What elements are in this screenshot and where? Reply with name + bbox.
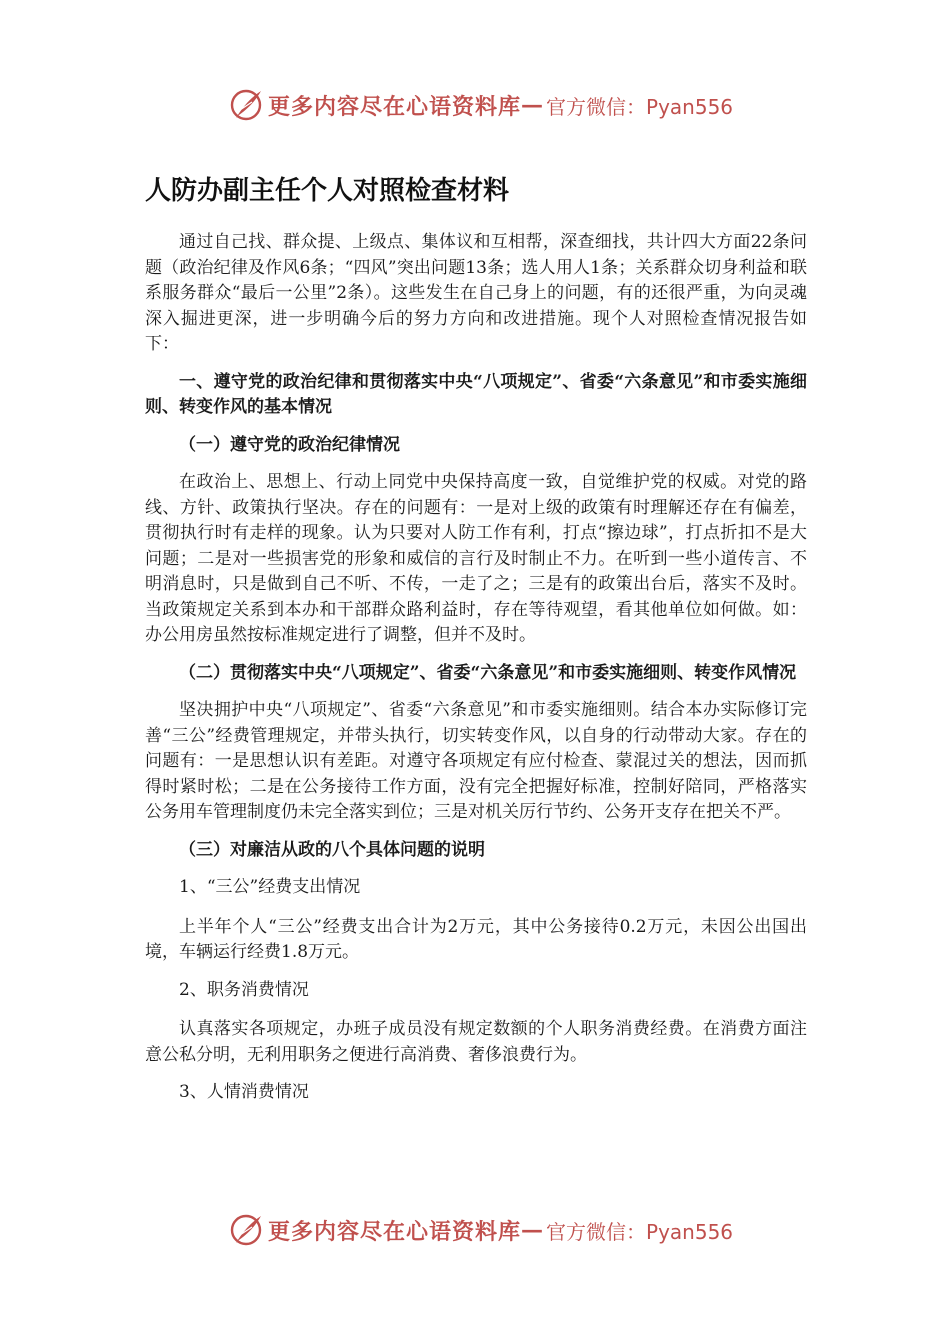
body-paragraph: 上半年个人“三公”经费支出合计为2万元，其中公务接待0.2万元，未因公出国出境，车辆运行经费1.8万元。	[145, 916, 807, 962]
subsection-heading: （三）对廉洁从政的八个具体问题的说明	[179, 839, 485, 860]
subsection-heading: （一）遵守党的政治纪律情况	[179, 434, 400, 455]
banner-text: 更多内容尽在心语资料库	[268, 1218, 522, 1245]
footer-banner	[230, 1210, 733, 1250]
banner-contact: 官方微信：Pyan556	[546, 1219, 734, 1244]
list-item-heading: 2、职务消费情况	[179, 979, 309, 1000]
subsection-heading: （二）贯彻落实中央“八项规定”、省委“六条意见”和市委实施细则、转变作风情况	[179, 662, 797, 683]
body-paragraph: 在政治上、思想上、行动上同党中央保持高度一致，自觉维护党的权威。对党的路线、方针、政策执行坚决。存在的问题有：一是对上级的政策有时理解还存在有偏差，贯彻执行时有走样的现象。认为只要对人防工作有利，打点“擦边球”，打点折扣不是大问题；二是对一些损害党的形象和威信的言行及时制止不力。在听到一些小道传言、不明消息时，只是做到自己不听、不传，一走了之；三是有的政策出台后，落实不及时。当政策规定关系到本办和干部群众路利益时，存在等待观望，看其他单位如何做。如：办公用房虽然按标准规定进行了调整，但并不及时。	[145, 472, 807, 645]
list-item-heading: 3、人情消费情况	[179, 1082, 309, 1102]
header-banner	[230, 85, 733, 125]
body-paragraph: 坚决拥护中央“八项规定”、省委“六条意见”和市委实施细则。结合本办实际修订完善“三公”经费管理规定，并带头执行，切实转变作风，以自身的行动带动大家。存在的问题有：一是思想认识有差距。对遵守各项规定有应付检查、蒙混过关的想法，因而抓得时紧时松；二是在公务接待工作方面，没有完全把握好标准，控制好陪同，严格落实公务用车管理制度仍未完全落实到位；三是对机关厉行节约、公务开支存在把关不严。	[145, 700, 807, 822]
list-item-heading: 1、“三公”经费支出情况	[179, 877, 361, 897]
section-heading: 一、遵守党的政治纪律和贯彻落实中央“八项规定”、省委“六条意见”和市委实施细则、转变作风的基本情况	[145, 371, 807, 417]
document-body	[145, 230, 807, 1120]
quill-logo-icon	[230, 88, 264, 122]
banner-text: 更多内容尽在心语资料库	[268, 93, 522, 120]
banner-dash: —	[521, 1217, 545, 1243]
body-paragraph: 认真落实各项规定，办班子成员没有规定数额的个人职务消费经费。在消费方面注意公私分明，无利用职务之便进行高消费、奢侈浪费行为。	[145, 1019, 807, 1065]
quill-logo-icon	[230, 1213, 264, 1247]
document-title: 人防办副主任个人对照检查材料	[145, 176, 510, 206]
intro-paragraph: 通过自己找、群众提、上级点、集体议和互相帮，深查细找，共计四大方面22条问题（政治纪律及作风6条；“四风”突出问题13条；选人用人1条；关系群众切身利益和联系服务群众“最后一公里”2条）。这些发生在自己身上的问题，有的还很严重，为向灵魂深入掘进更深，进一步明确今后的努力方向和改进措施。现个人对照检查情况报告如下：	[145, 232, 807, 354]
banner-contact: 官方微信：Pyan556	[546, 94, 734, 119]
banner-dash: —	[521, 92, 545, 118]
